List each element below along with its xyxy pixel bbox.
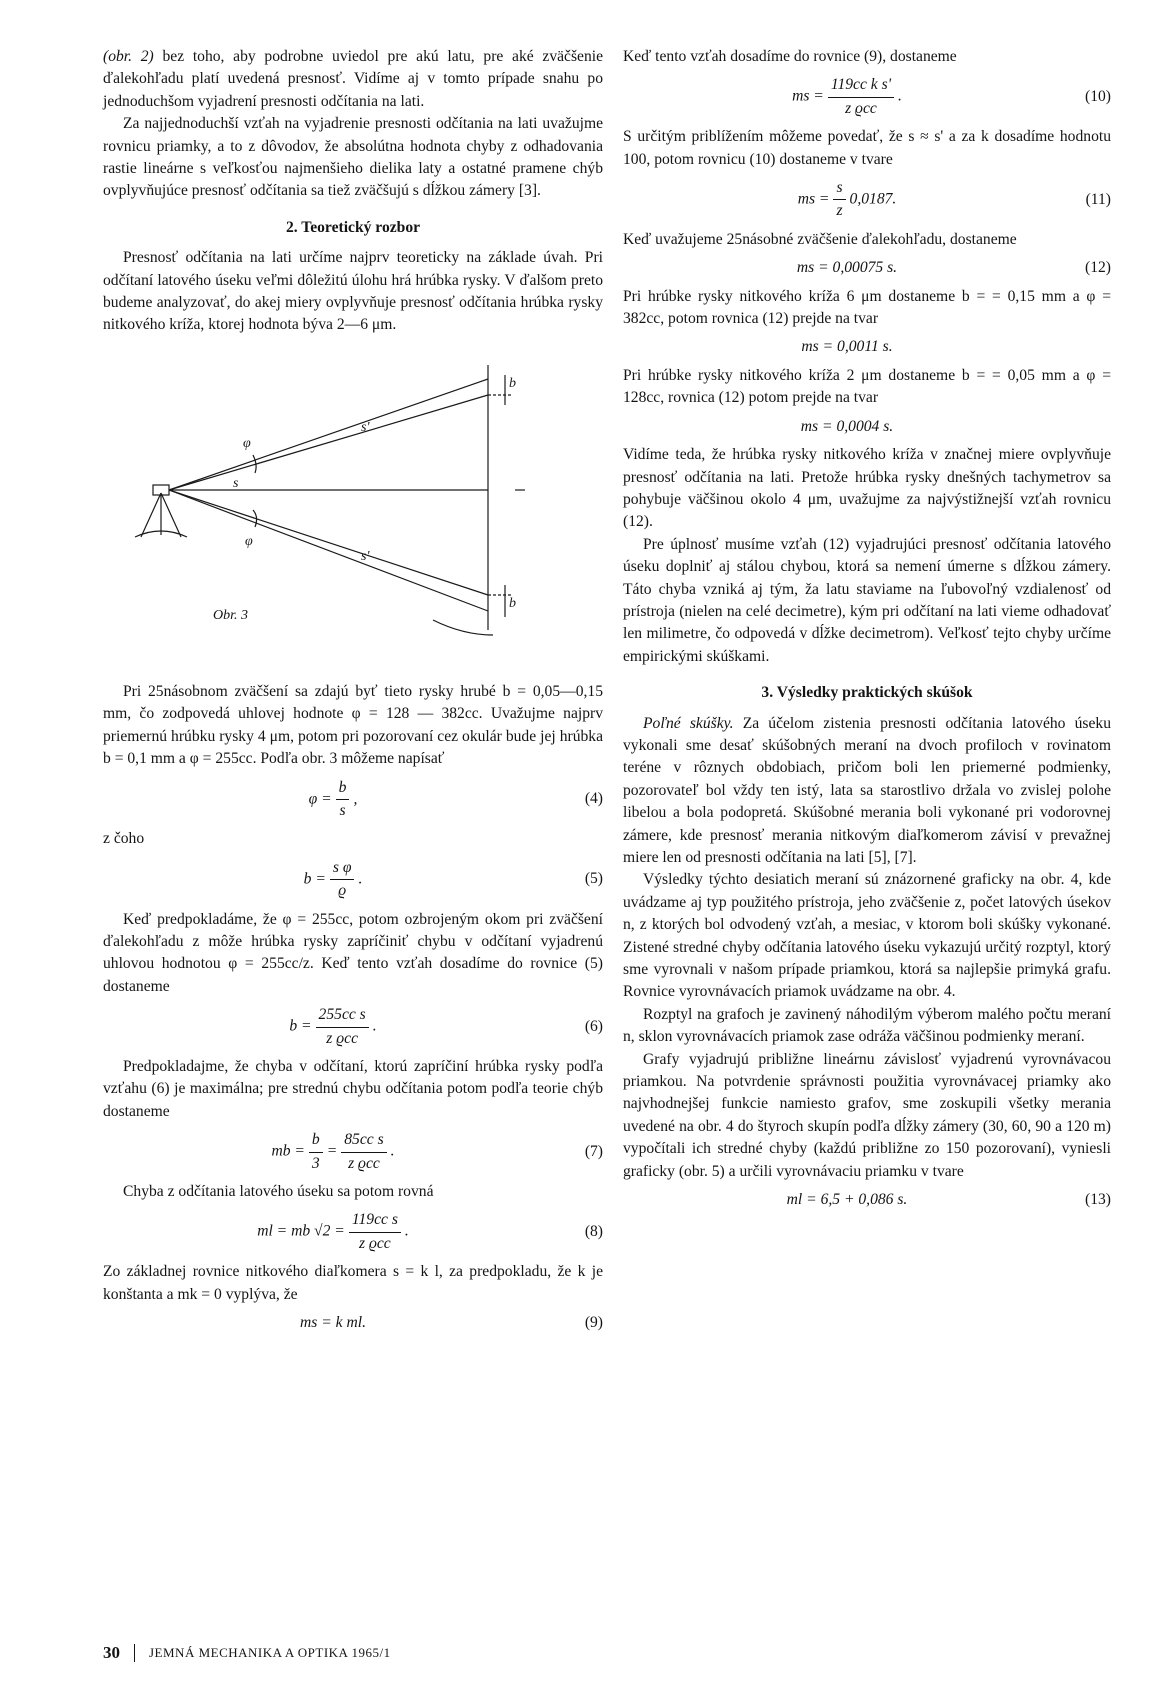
paragraph-graphs: Grafy vyjadrujú približne lineárnu závislosť vyjadrenú vyrovnávacou priamkou. Na potvrdenie správnosti použitia vyrovnávacej priamky ako najvhodnejšej funkcie namiesto grafov, sme zoskupili všetky merania uvedené na obr. 4 do štyroch skupín podľa dĺžky zámery (30, 60, 90 a 120 m) vypočítali ich stredné chyby (každú približne zo 150 pozorovaní), vyniesli graficky (obr. 5) a určili vyrovnávaciu priamku v tvare [623,1050,1111,1180]
paragraph-magnification: Pri 25násobnom zväčšení sa zdajú byť tieto rysky hrubé b = 0,05—0,15 mm, čo zodpovedá uhlovej hodnote φ = 128 — 382cc. Uvažujme najprv priemernú hrúbku rysky 4 μm, potom pri pozorovaní cez okulár bude jej hrúbka b = 0,1 mm a φ = 255cc. Podľa obr. 3 môžeme napísať [103,682,603,768]
equation-number: (8) [584,1223,603,1241]
paragraph-basic-equation: Zo základnej rovnice nitkového diaľkomera s = k l, za predpokladu, že k je konštanta a mk = 0 vyplýva, že [103,1263,603,1303]
equation-8: ml = mb √2 = $\frac{\text{119cc s}}{\text{z ϱcc}}$ . (8) [257,1211,603,1252]
page-footer [103,1643,391,1663]
paragraph-section-error: Chyba z odčítania latového úseku sa potom rovná [123,1183,434,1200]
ray-top-outer [169,379,488,490]
ray-bottom-inner [169,490,488,595]
paragraph-assumption: Keď predpokladáme, že φ = 255cc, potom ozbrojeným okom pri zväčšení ďalekohľadu z môže hrúbka rysky zapríčiniť chybu v odčítaní vyjadrenú uhlovou hodnotou φ = 255cc/z. Keď tento vzťah dosadíme do rovnice (5) dostaneme [103,910,603,995]
paragraph-max-error: Predpokladajme, že chyba v odčítaní, ktorú zapríčiní hrúbka rysky podľa vzťahu (6) je maximálna; pre strednú chybu odčítania potom podľa teorie chýb dostaneme [103,1057,603,1120]
paragraph-text: Za účelom zistenia presnosti odčítania latového úseku vykonali sme desať skúšobných meraní na dvoch profiloch v rovinatom teréne v rôznych obdobiach, pričom boli len priemerné podmienky, pozorovateľ bol vždy ten istý, lata sa starostlivo držala vo zvislej polohe libelou a bola podopretá. Skúšobné merania boli vykonané pri vodorovnej zámere, kde presnosť merania nitkovým diaľkomerom závisí v prevažnej miere len od presnosti odčítania na lati [5], [7]. [623,714,1111,866]
equation-9: ms = k ml. (9) [103,1312,603,1334]
ray-bottom-outer [169,490,488,611]
section-heading-2: 2. Teoretický rozbor [285,218,421,236]
right-column [623,46,1111,1218]
equation-11: ms = $\frac{s}{z}$ 0,0187. (11) [797,179,1111,220]
label-phi-bottom: φ [245,533,253,549]
paragraph-conclusion: Vidíme teda, že hrúbka rysky nitkového kríža v značnej miere ovplyvňuje presnosť odčítania na lati. Pretože hrúbka rysky dnešných tachymetrov sa pohybuje väčšinou okolo 4 μm, uvažujme za najvýstižnejší vzťah rovnicu (12). [623,446,1111,531]
equation-4: φ = $\frac{b}{s}$ , (4) [308,778,603,819]
paragraph-text: bez toho, aby podrobne uviedol pre akú latu, pre aké zväčšenie ďalekohľadu platí uvedená presnosť. Vidíme aj v tomto prípade snahu po jednoduchšom vyjadrení presnosti odčítania na lati. [103,48,604,110]
equation-12: ms = 0,00075 s. (12) [623,257,1111,279]
equation-6um: ms = 0,0011 s. [801,338,893,356]
figure-ref: (obr. 2) [103,48,154,65]
label-b-top: b [509,375,516,391]
label-s-bottom: s' [361,548,370,564]
figure-3 [103,345,603,675]
left-column [103,46,603,1340]
paragraph-results: Výsledky týchto desiatich meraní sú znázornené graficky na obr. 4, kde uvádzame aj typ použitého prístroja, jeho zväčšenie z, počet latových úsekov n, z ktorých bol odvodený vzťah, a mesiac, v ktorom boli skúšky vykonané. Zistené stredné chyby odčítania latového úseku vykazujú určitý rozptyl, ktorý sme vyrovnali v našom prípade priamkou, ktorá sa najlepšie primyká grafu. Rovnice vyrovnávacích priamok uvádzame na obr. 4. [623,871,1111,1001]
staff-foot-curve [433,620,493,635]
text-z-coho: z čoho [103,830,145,848]
paragraph-line-equation: Za najjednoduchší vzťah na vyjadrenie presnosti odčítania na lati uvažujme rovnicu priamky, a to z dôvodov, že absolútna hodnota chyby z odhadovania rastie lineárne s veľkosťou najmenšieho dielika laty a ostatné pramene chýb ovplyvňujúce presnosť odčítania sa tiež zväčšujú s dĺžkou zámery [3]. [103,115,603,200]
label-s-top: s' [361,419,370,435]
figure-3-diagram [103,345,603,675]
equation-7: mb = $\frac{b}{3}$ = $\frac{\text{85cc s}}{\text{z ϱcc}}$ . (7) [271,1131,603,1172]
paragraph-theory: Presnosť odčítania na lati určíme najprv teoreticky na základe úvah. Pri odčítaní latového úseku veľmi dôležitú úlohu hrá hrúbka rysky. V ďalšom preto budeme analyzovať, do akej miery ovplyvňuje presnosť odčítania hrúbka rysky nitkového kríža, ktorej hodnota býva 2—6 μm. [103,249,603,334]
equation-number: (9) [584,1314,603,1332]
paragraph-6um: Pri hrúbke rysky nitkového kríža 6 μm dostaneme b = = 0,15 mm a φ = 382cc, potom rovnica (12) prejde na tvar [623,287,1111,328]
equation-10: ms = $\frac{\text{119cc k s'}}{\text{z ϱcc}}$ . (10) [792,76,1111,117]
section-heading-3: 3. Výsledky praktických skúšok [761,684,973,702]
equation-6: b = $\frac{\text{255cc s}}{\text{z ϱcc}}$ . (6) [289,1006,603,1047]
equation-2um: ms = 0,0004 s. [800,417,894,435]
paragraph-approximation: S určitým priblížením môžeme povedať, že s ≈ s' a za k dosadíme hodnotu 100, potom rovnicu (10) dostaneme v tvare [623,128,1111,168]
ray-top-inner [169,395,488,490]
equation-number: (13) [1085,1191,1111,1209]
equation-number: (5) [584,870,603,888]
field-tests-lead: Poľné skúšky. [643,714,734,732]
label-s-center: s [233,475,239,491]
paragraph-field-tests [623,713,1111,870]
paragraph-2um: Pri hrúbke rysky nitkového kríža 2 μm dostaneme b = = 0,05 mm a φ = 128cc, rovnica (12) potom prejde na tvar [623,366,1111,407]
equation-number: (11) [1085,190,1111,208]
equation-number: (7) [584,1142,603,1160]
label-phi-top: φ [243,435,251,451]
paragraph-constant-error: Pre úplnosť musíme vzťah (12) vyjadrujúci presnosť odčítania latového úseku doplniť aj stálou chybou, ktorá sa nemení úmerne s dĺžkou zámery. Táto chyba vzniká aj tým, ža latu staviame na ľubovoľný vzdialenosť od prístroja (nielen na celé decimetre), kým pri odčítaní na lati vieme odhadovať len milimetre, čo odpovedá v dĺžke decimetrom). Veľkosť tejto chyby určíme empirickými skúškami. [623,535,1111,665]
equation-number: (10) [1085,88,1111,106]
paragraph-substitution: Keď tento vzťah dosadíme do rovnice (9), dostaneme [623,48,957,65]
equation-number: (12) [1085,259,1111,277]
equation-number: (6) [584,1017,603,1035]
paragraph-25x: Keď uvažujeme 25násobné zväčšenie ďalekohľadu, dostaneme [623,230,1017,248]
label-b-bottom: b [509,595,516,611]
journal-name: JEMNÁ MECHANIKA A OPTIKA 1965/1 [149,1645,391,1660]
equation-number: (4) [584,790,603,808]
equation-13: ml = 6,5 + 0,086 s. (13) [623,1189,1111,1211]
footer-divider [134,1644,135,1662]
equation-5: b = $\frac{\text{s φ}}{ϱ}$ . (5) [303,858,603,900]
paragraph-scatter: Rozptyl na grafoch je zavinený náhodilým výberom malého počtu meraní n, sklon vyrovnávacích priamok zase odráža väčšinou podmienky meraní. [623,1005,1111,1046]
figure-caption: Obr. 3 [213,607,249,623]
page-number: 30 [103,1643,120,1662]
paragraph-intro [103,46,603,113]
